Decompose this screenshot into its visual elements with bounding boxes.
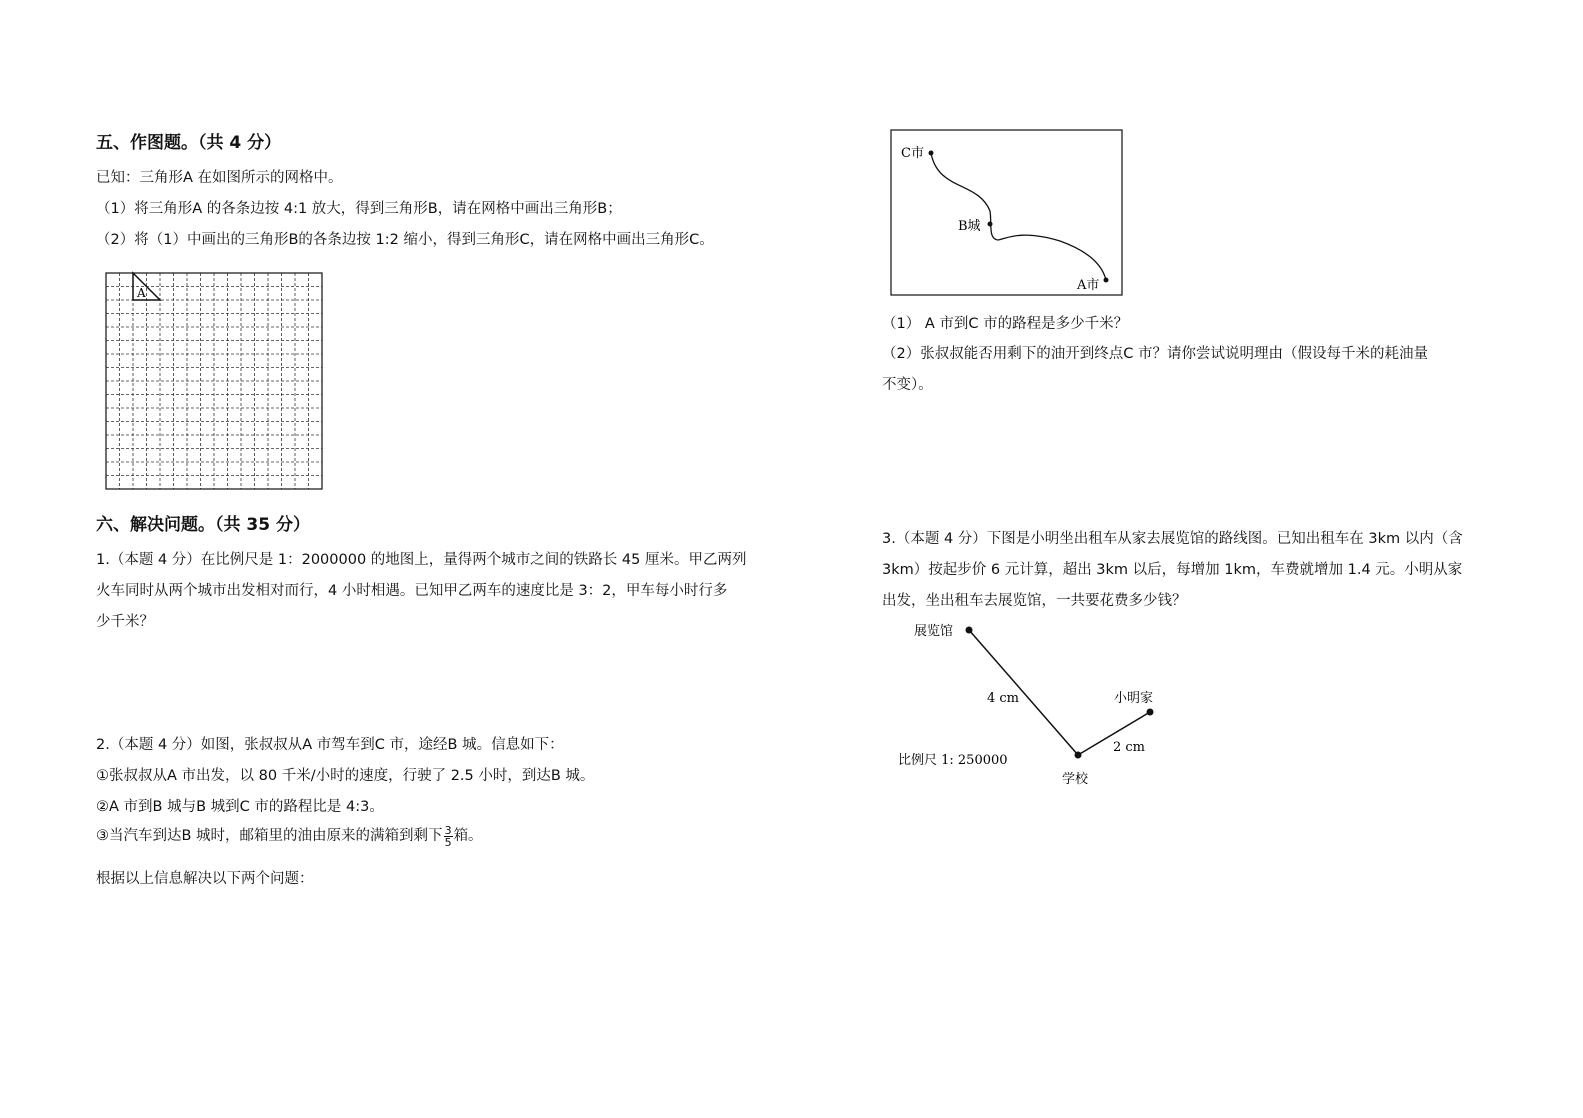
c-city-dot xyxy=(929,151,934,156)
a-city-dot xyxy=(1104,278,1109,283)
problem2-closing: 根据以上信息解决以下两个问题： xyxy=(96,871,314,887)
problem3-line2: 3km）按起步价 6 元计算，超出 3km 以后，每增加 1km，车费就增加 1.4 元。小明从家 xyxy=(882,562,1463,578)
b-city-label: B城 xyxy=(958,219,981,234)
problem2-sub1: （1） A 市到C 市的路程是多少千米？ xyxy=(882,316,1129,332)
problem2-info1: ①张叔叔从A 市出发，以 80 千米/小时的速度，行驶了 2.5 小时，到达B 城。 xyxy=(96,768,595,784)
c-city-label: C市 xyxy=(901,146,924,161)
problem2-info3-post: 箱。 xyxy=(453,828,483,844)
section6-heading: 六、解决问题。（共 35 分） xyxy=(96,515,310,535)
problem2-line1: 2.（本题 4 分）如图，张叔叔从A 市驾车到C 市，途经B 城。信息如下： xyxy=(96,737,564,753)
problem1-line2: 火车同时从两个城市出发相对而行，4 小时相遇。已知甲乙两车的速度比是 3：2，甲车每小时行多 xyxy=(96,583,728,599)
taxi-route-diagram xyxy=(880,610,1180,800)
route-curve xyxy=(931,153,1106,280)
problem1-line1: 1.（本题 4 分）在比例尺是 1：2000000 的地图上，量得两个城市之间的铁路长 45 厘米。甲乙两列 xyxy=(96,552,747,568)
school-dot xyxy=(1075,752,1082,759)
exhibition-label: 展览馆 xyxy=(914,624,954,639)
section5-question-2: （2）将（1）中画出的三角形B的各条边按 1:2 缩小，得到三角形C，请在网格中画出三角形C。 xyxy=(96,232,714,248)
map-frame xyxy=(891,130,1122,295)
home-dot xyxy=(1147,709,1154,716)
exhibition-dot xyxy=(966,627,973,634)
section5-heading: 五、作图题。（共 4 分） xyxy=(96,133,282,153)
b-city-dot xyxy=(988,222,993,227)
problem2-sub2-line2: 不变）。 xyxy=(882,377,933,393)
triangle-a-label: A xyxy=(137,286,146,300)
problem3-line1: 3.（本题 4 分）下图是小明坐出租车从家去展览馆的路线图。已知出租车在 3km 以内（含 xyxy=(882,531,1463,547)
route-map-c-b-a xyxy=(890,129,1126,298)
home-label: 小明家 xyxy=(1114,691,1154,706)
fraction-denominator: 5 xyxy=(444,835,452,849)
school-label: 学校 xyxy=(1062,772,1089,787)
problem2-info3 xyxy=(96,823,483,849)
problem2-info2: ②A 市到B 城与B 城到C 市的路程比是 4:3。 xyxy=(96,799,384,815)
a-city-label: A市 xyxy=(1077,278,1100,293)
problem3-line3: 出发，坐出租车去展览馆，一共要花费多少钱？ xyxy=(882,593,1187,609)
section5-intro: 已知：三角形A 在如图所示的网格中。 xyxy=(96,170,343,186)
problem2-info3-pre: ③当汽车到达B 城时，邮箱里的油由原来的满箱到剩下 xyxy=(96,828,443,844)
length-4cm-label: 4 cm xyxy=(987,691,1020,706)
drawing-grid xyxy=(104,271,324,493)
section5-question-1: （1）将三角形A 的各条边按 4:1 放大，得到三角形B，请在网格中画出三角形B； xyxy=(96,201,622,217)
problem1-line3: 少千米？ xyxy=(96,614,154,630)
length-2cm-label: 2 cm xyxy=(1113,740,1146,755)
problem2-sub2-line1: （2）张叔叔能否用剩下的油开到终点C 市？请你尝试说明理由（假设每千米的耗油量 xyxy=(882,346,1428,362)
scale-label: 比例尺 1: 250000 xyxy=(898,753,1008,768)
route-exhibition-school xyxy=(969,630,1078,755)
fraction-three-fifths xyxy=(444,825,453,848)
fraction-numerator: 3 xyxy=(444,823,452,837)
